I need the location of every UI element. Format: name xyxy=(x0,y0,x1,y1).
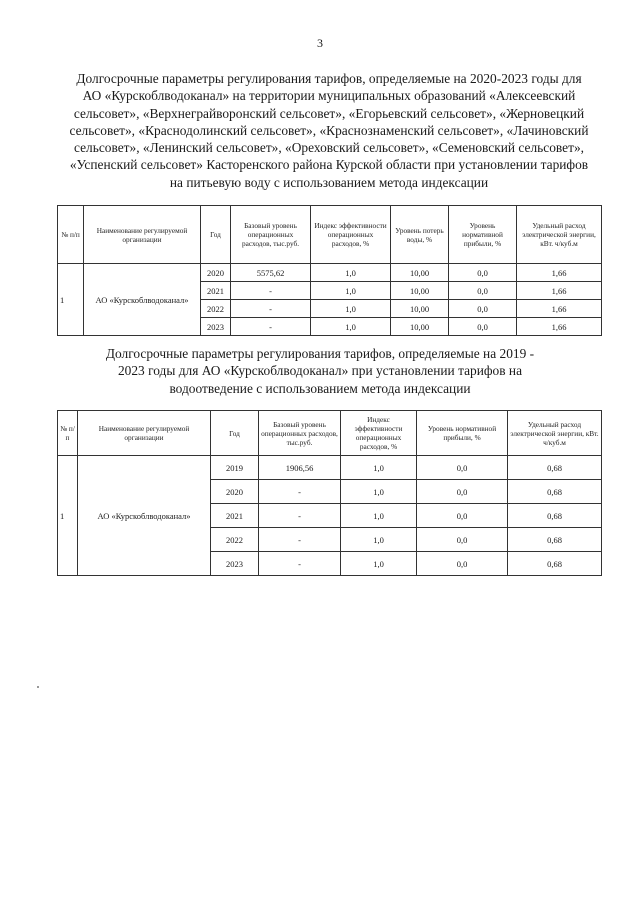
cell-base: - xyxy=(231,318,311,336)
header-profit: Уровень нормативной прибыли, % xyxy=(449,206,517,264)
header-energy: Удельный расход электрической энергии, кВт. ч/куб.м xyxy=(517,206,602,264)
table-row xyxy=(58,456,602,480)
cell-base: - xyxy=(259,528,341,552)
table-row xyxy=(58,264,602,282)
cell-year: 2020 xyxy=(211,480,259,504)
header-eff: Индекс эффективности операционных расходов, % xyxy=(341,411,417,456)
cell-eff: 1,0 xyxy=(311,300,391,318)
cell-eff: 1,0 xyxy=(341,552,417,576)
cell-loss: 10,00 xyxy=(391,282,449,300)
cell-year: 2022 xyxy=(211,528,259,552)
cell-num: 1 xyxy=(58,264,84,336)
cell-profit: 0,0 xyxy=(449,282,517,300)
cell-base: - xyxy=(231,300,311,318)
header-energy: Удельный расход электрической энергии, кВт. ч/куб.м xyxy=(508,411,602,456)
cell-loss: 10,00 xyxy=(391,318,449,336)
cell-eff: 1,0 xyxy=(311,264,391,282)
header-org: Наименование регулируемой организации xyxy=(78,411,211,456)
cell-eff: 1,0 xyxy=(311,318,391,336)
cell-year: 2021 xyxy=(211,504,259,528)
header-year: Год xyxy=(201,206,231,264)
cell-energy: 1,66 xyxy=(517,300,602,318)
cell-profit: 0,0 xyxy=(417,480,508,504)
cell-base: - xyxy=(259,504,341,528)
cell-num: 1 xyxy=(58,456,78,576)
page-number: 3 xyxy=(317,36,323,50)
cell-profit: 0,0 xyxy=(417,456,508,480)
cell-energy: 1,66 xyxy=(517,264,602,282)
cell-profit: 0,0 xyxy=(417,528,508,552)
table-header-row xyxy=(58,411,602,456)
cell-profit: 0,0 xyxy=(417,552,508,576)
cell-base: 1906,56 xyxy=(259,456,341,480)
cell-org: АО «Курскоблводоканал» xyxy=(84,264,201,336)
header-base: Базовый уровень операционных расходов, тыс.руб. xyxy=(231,206,311,264)
cell-year: 2019 xyxy=(211,456,259,480)
cell-org: АО «Курскоблводоканал» xyxy=(78,456,211,576)
table-header-row xyxy=(58,206,602,264)
cell-year: 2022 xyxy=(201,300,231,318)
header-year: Год xyxy=(211,411,259,456)
header-loss: Уровень потерь воды, % xyxy=(391,206,449,264)
cell-energy: 0,68 xyxy=(508,504,602,528)
header-org: Наименование регулируемой организации xyxy=(84,206,201,264)
cell-loss: 10,00 xyxy=(391,264,449,282)
cell-energy: 0,68 xyxy=(508,480,602,504)
cell-base: - xyxy=(259,480,341,504)
cell-base: - xyxy=(231,282,311,300)
cell-base: - xyxy=(259,552,341,576)
cell-energy: 1,66 xyxy=(517,282,602,300)
cell-base: 5575,62 xyxy=(231,264,311,282)
cell-profit: 0,0 xyxy=(449,300,517,318)
cell-year: 2023 xyxy=(201,318,231,336)
cell-energy: 0,68 xyxy=(508,552,602,576)
cell-loss: 10,00 xyxy=(391,300,449,318)
cell-eff: 1,0 xyxy=(311,282,391,300)
section1-title: Долгосрочные параметры регулирования тарифов, определяемые на 2020-2023 годы для АО «Курскоблводоканал» на территории муниципальных образований «Алексеевский сельсовет», «Верхнеграйворонский сельсовет», «Егорьевский сельсовет», «Жерновецкий сельсовет», «Краснодолинский сельсовет», «Краснознаменский сельсовет», «Лачиновский сельсовет», «Ленинский сельсовет», «Ореховский сельсовет», «Семеновский сельсовет», «Успенский сельсовет» Касторенского района Курской области при установлении тарифов на питьевую воду с использованием метода индексации xyxy=(69,71,589,190)
cell-energy: 0,68 xyxy=(508,456,602,480)
cell-energy: 0,68 xyxy=(508,528,602,552)
cell-profit: 0,0 xyxy=(449,318,517,336)
header-num: № п/п xyxy=(58,206,84,264)
cell-year: 2020 xyxy=(201,264,231,282)
wastewater-tariff-table xyxy=(57,410,602,576)
cell-energy: 1,66 xyxy=(517,318,602,336)
scan-speck xyxy=(37,686,39,688)
cell-year: 2021 xyxy=(201,282,231,300)
header-num: № п/ п xyxy=(58,411,78,456)
cell-eff: 1,0 xyxy=(341,480,417,504)
cell-eff: 1,0 xyxy=(341,456,417,480)
header-eff: Индекс эффективности операционных расходов, % xyxy=(311,206,391,264)
cell-profit: 0,0 xyxy=(417,504,508,528)
section2-title: Долгосрочные параметры регулирования тарифов, определяемые на 2019 - 2023 годы для АО «Курскоблводоканал» при установлении тарифов на водоотведение с использованием метода индексации xyxy=(105,346,535,396)
water-tariff-table xyxy=(57,205,602,336)
cell-eff: 1,0 xyxy=(341,528,417,552)
cell-profit: 0,0 xyxy=(449,264,517,282)
header-profit: Уровень нормативной прибыли, % xyxy=(417,411,508,456)
cell-year: 2023 xyxy=(211,552,259,576)
header-base: Базовый уровень операционных расходов, тыс.руб. xyxy=(259,411,341,456)
cell-eff: 1,0 xyxy=(341,504,417,528)
